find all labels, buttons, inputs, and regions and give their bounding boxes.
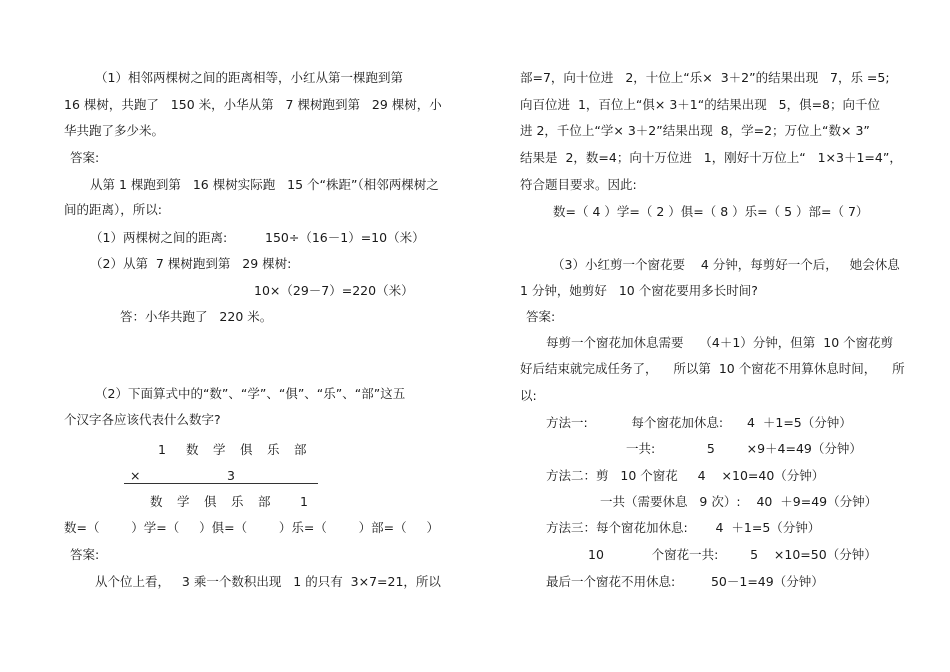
eq-top-bu: 部 [294,442,307,457]
q1-conclusion: 答：小华共跑了 220 米。 [120,309,273,324]
q2-continuation-5: 符合题目要求。因此: [520,177,637,192]
q3-answer-line-2: 好后结束就完成任务了， 所以第 10 个窗花不用算休息时间， 所 [520,361,905,376]
q1-answer-line-2: 间的距离），所以: [64,202,162,217]
q2-continuation-3: 进 2，千位上“学× 3＋2”结果出现 8，学=2；万位上“数× 3” [520,123,870,138]
q2-answer-line-1: 从个位上看， 3 乘一个数积出现 1 的只有 3×7=21，所以 [95,574,441,589]
method-1-line-b: 一共: 5 ×9＋4=49（分钟） [626,441,862,456]
q3-answer-label: 答案: [526,309,556,324]
q2-continuation-4: 结果是 2，数=4；向十万位进 1，刚好十万位上“ 1×3＋1=4”， [520,150,902,165]
eq-top-le: 乐 [267,442,280,457]
eq-times-sign: × [130,468,141,483]
eq-bottom-shu: 数 [150,494,163,509]
eq-bottom-ju: 俱 [204,494,217,509]
q1-answer-label: 答案: [70,150,100,165]
q3-line-1: （3）小红剪一个窗花要 4 分钟，每剪好一个后， 她会休息 [552,257,900,272]
method-2-line-a: 方法二：剪 10 个窗花 4 ×10=40（分钟） [546,468,825,483]
q1-line-1: （1）相邻两棵树之间的距离相等，小红从第一棵跑到第 [95,70,403,85]
eq-bottom-digit-1: 1 [300,494,308,509]
q1-step-1-value: 150÷（16－1）=10（米） [265,230,425,245]
eq-bottom-bu: 部 [258,494,271,509]
q1-step-1-label: （1）两棵树之间的距离: [90,230,228,245]
method-3-line-b: 10 个窗花一共: 5 ×10=50（分钟） [588,547,877,562]
q1-line-2: 16 棵树，共跑了 150 米，小华从第 7 棵树跑到第 29 棵树，小 [64,97,442,112]
q2-line-1: （2）下面算式中的“数”、“学”、“俱”、“乐”、“部”这五 [95,386,406,401]
q1-answer-line-1: 从第 1 棵跑到第 16 棵树实际跑 15 个“株距”（相邻两棵树之 [90,177,439,192]
eq-top-shu: 数 [186,442,199,457]
q2-continuation-1: 部=7，向十位进 2，十位上“乐× 3＋2”的结果出现 7，乐 =5; [520,70,890,85]
q2-line-2: 个汉字各应该代表什么数字? [64,412,221,427]
q3-line-2: 1 分钟，她剪好 10 个窗花要用多长时间? [520,283,758,298]
eq-top-xue: 学 [213,442,226,457]
q2-blanks: 数=（ ）学=（ ）俱=（ ）乐=（ ）部=（ ） [64,520,439,535]
method-1-line-a: 方法一: 每个窗花加休息: 4 ＋1=5（分钟） [546,415,852,430]
equation-rule [124,483,318,484]
q1-line-3: 华共跑了多少米。 [64,123,165,138]
eq-top-digit-1: 1 [158,442,166,457]
q3-answer-line-3: 以: [520,388,537,403]
method-2-line-b: 一共（需要休息 9 次）: 40 ＋9=49（分钟） [600,494,878,509]
q2-answer-label: 答案: [70,547,100,562]
method-3-line-a: 方法三：每个窗花加休息: 4 ＋1=5（分钟） [546,520,821,535]
q2-result: 数=（ 4 ）学=（ 2 ）俱=（ 8 ）乐=（ 5 ）部=（ 7） [553,204,869,219]
q1-step-2-value: 10×（29－7）=220（米） [254,283,414,298]
q3-answer-line-1: 每剪一个窗花加休息需要 （4＋1）分钟，但第 10 个窗花剪 [546,335,894,350]
eq-multiplier: 3 [227,468,235,483]
eq-top-ju: 俱 [240,442,253,457]
eq-bottom-xue: 学 [177,494,190,509]
method-3-line-c: 最后一个窗花不用休息: 50－1=49（分钟） [546,574,824,589]
eq-bottom-le: 乐 [231,494,244,509]
q1-step-2-label: （2）从第 7 棵树跑到第 29 棵树: [90,256,292,271]
q2-continuation-2: 向百位进 1，百位上“俱× 3＋1“的结果出现 5，俱=8；向千位 [520,97,881,112]
